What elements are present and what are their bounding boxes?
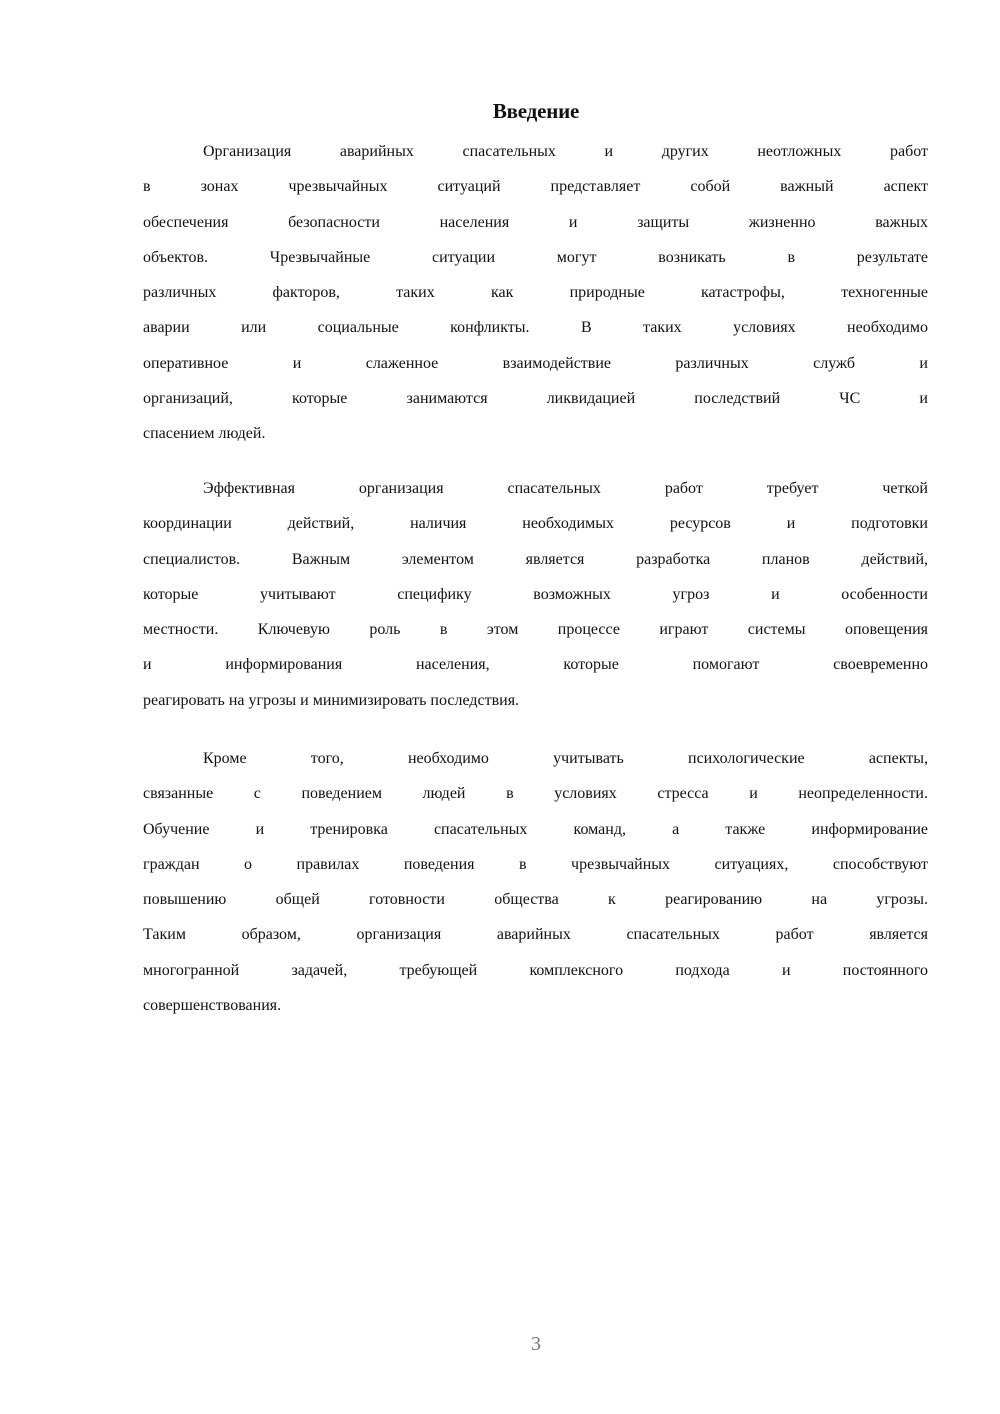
paragraph-line: Обучение и тренировка спасательных команд, а также информирование [143,820,928,838]
paragraph-line: Организация аварийных спасательных и других неотложных работ [203,143,928,160]
paragraph-line: реагировать на угрозы и минимизировать последствия. [143,691,520,709]
paragraph-line: обеспечения безопасности населения и защиты жизненно важных [143,213,928,231]
paragraph-line: совершенствования. [143,997,282,1015]
paragraph-line: аварии или социальные конфликты. В таких условиях необходимо [143,319,928,337]
paragraph-line: в зонах чрезвычайных ситуаций представляет собой важный аспект [143,178,928,196]
paragraph-line: местности. Ключевую роль в этом процессе играют системы оповещения [143,621,928,639]
paragraph-line: многогранной задачей, требующей комплексного подхода и постоянного [143,961,928,979]
paragraph-2 [143,480,928,727]
paragraph-1 [143,143,928,461]
paragraph-line: которые учитывают специфику возможных угроз и особенности [143,585,928,603]
paragraph-3 [143,750,928,1032]
paragraph-line: Эффективная организация спасательных работ требует четкой [203,480,928,497]
paragraph-line: объектов. Чрезвычайные ситуации могут возникать в результате [143,248,928,266]
page-number: 3 [531,1333,541,1355]
paragraph-line: и информирования населения, которые помогают своевременно [143,656,928,674]
paragraph-line: специалистов. Важным элементом является разработка планов действий, [143,550,928,568]
paragraph-line: Кроме того, необходимо учитывать психологические аспекты, [203,750,928,767]
paragraph-line: организаций, которые занимаются ликвидацией последствий ЧС и [143,390,928,408]
section-heading: Введение [492,99,580,123]
paragraph-line: связанные с поведением людей в условиях стресса и неопределенности. [143,785,928,803]
paragraph-line: оперативное и слаженное взаимодействие различных служб и [143,354,928,372]
paragraph-line: повышению общей готовности общества к реагированию на угрозы. [143,891,928,909]
paragraph-line: граждан о правилах поведения в чрезвычайных ситуациях, способствуют [143,855,928,873]
paragraph-line: координации действий, наличия необходимых ресурсов и подготовки [143,515,928,533]
paragraph-line: различных факторов, таких как природные катастрофы, техногенные [143,284,928,302]
paragraph-line: Таким образом, организация аварийных спасательных работ является [143,926,928,944]
paragraph-line: спасением людей. [143,425,266,443]
